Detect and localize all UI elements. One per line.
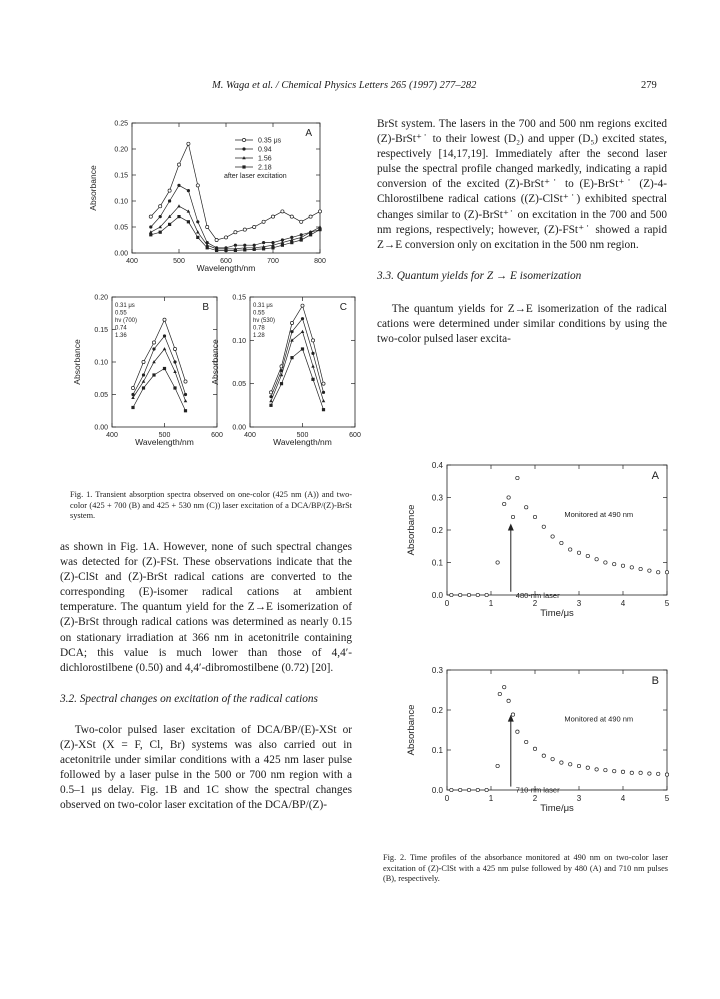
data-point <box>322 382 325 385</box>
y-tick-label: 0.2 <box>431 525 443 535</box>
data-point <box>184 409 187 412</box>
laser-annotation: 710-nm laser <box>515 785 560 795</box>
data-point <box>290 241 293 244</box>
panel-letter: C <box>339 302 347 313</box>
data-point <box>613 769 616 772</box>
series-line-2 <box>151 206 320 249</box>
x-tick-label: 500 <box>173 258 185 265</box>
data-point <box>467 788 470 791</box>
right-paragraph-2: The quantum yields for Z→E isomerization of the radical cations were determined under similar conditions by using the two-color pulsed laser excita- <box>377 302 667 346</box>
x-tick-label: 5 <box>664 794 670 803</box>
data-point <box>290 215 293 218</box>
series-line-3 <box>271 349 324 410</box>
data-point <box>243 228 246 231</box>
data-point <box>450 593 453 596</box>
data-point <box>551 757 554 760</box>
y-tick-label: 0.1 <box>431 745 443 755</box>
legend-label: 0.55 <box>115 310 127 317</box>
data-point <box>131 386 134 389</box>
legend-label: hν (530) <box>253 318 276 324</box>
plot-frame <box>447 670 667 790</box>
legend-label: 0.31 μs <box>115 303 135 309</box>
panel-letter: B <box>202 302 209 313</box>
data-point <box>301 330 305 333</box>
y-tick-label: 0.05 <box>232 381 246 389</box>
data-point <box>177 215 180 218</box>
data-point <box>639 567 642 570</box>
y-tick-label: 0.00 <box>232 424 246 432</box>
data-point <box>301 317 304 320</box>
y-tick-label: 0.10 <box>94 359 108 367</box>
data-point <box>485 788 488 791</box>
x-tick-label: 3 <box>576 599 582 608</box>
data-point <box>262 247 265 250</box>
data-point <box>657 772 660 775</box>
y-tick-label: 0.1 <box>431 558 443 568</box>
page-number: 279 <box>641 80 657 91</box>
data-point <box>215 249 218 252</box>
legend-label: hν (700) <box>115 318 138 324</box>
data-point <box>516 730 519 733</box>
data-point <box>665 571 668 574</box>
data-point <box>159 231 162 234</box>
x-tick-label: 600 <box>211 432 223 439</box>
data-point <box>309 215 312 218</box>
y-tick-label: 0.2 <box>431 705 443 715</box>
y-tick-label: 0.4 <box>431 460 443 470</box>
data-point <box>542 754 545 757</box>
panel-letter: B <box>651 675 659 687</box>
data-point <box>234 231 237 234</box>
data-point <box>152 373 155 376</box>
data-point <box>196 230 200 233</box>
data-point <box>290 321 293 324</box>
data-point <box>184 393 187 396</box>
data-point <box>498 692 501 695</box>
data-point <box>149 233 152 236</box>
legend-label: 0.35 μs <box>258 137 282 145</box>
x-tick-label: 1 <box>488 794 494 803</box>
y-tick-label: 0.15 <box>94 326 108 334</box>
x-axis-label: Time/μs <box>540 607 574 619</box>
data-point <box>142 373 145 376</box>
series-line-0 <box>133 320 186 388</box>
data-point <box>281 210 284 213</box>
data-point <box>163 318 166 321</box>
data-point <box>604 561 607 564</box>
data-point <box>262 241 265 244</box>
y-axis-label: Absorbance <box>406 504 417 556</box>
data-point <box>551 535 554 538</box>
figure-1 <box>70 115 370 480</box>
data-point <box>595 768 598 771</box>
x-tick-label: 600 <box>349 432 361 439</box>
x-axis-label: Wavelength/nm <box>196 263 256 274</box>
legend-label: 0.78 <box>253 325 265 332</box>
data-point <box>318 228 321 231</box>
data-point <box>503 685 506 688</box>
data-point <box>177 163 180 166</box>
x-tick-label: 800 <box>314 258 326 265</box>
data-point <box>507 496 510 499</box>
y-axis-label: Absorbance <box>88 165 98 211</box>
y-tick-label: 0.05 <box>94 391 108 399</box>
data-point <box>281 244 284 247</box>
chart-panel-b <box>406 666 670 814</box>
data-point <box>149 225 152 228</box>
y-tick-label: 0.10 <box>114 198 128 206</box>
data-point <box>173 360 176 363</box>
data-point <box>657 571 660 574</box>
data-point <box>648 569 651 572</box>
data-point <box>159 205 162 208</box>
y-axis-label: Absorbance <box>406 704 417 756</box>
x-tick-label: 4 <box>620 794 626 803</box>
left-column-text <box>60 540 352 813</box>
panel-note: after laser excitation <box>224 173 287 180</box>
data-point <box>630 771 633 774</box>
plot-frame <box>250 297 355 427</box>
data-point <box>173 386 176 389</box>
series-line-0 <box>271 306 324 393</box>
data-point <box>311 364 315 367</box>
fig1-caption: Fig. 1. Transient absorption spectra observed on one-color (425 nm (A)) and two-color (425 + 700 (B) and 425 + 530 nm (C)) laser excitation of a DCA/BP/(Z)-BrSt system. <box>70 490 352 520</box>
legend-label: 0.94 <box>258 146 272 154</box>
y-tick-label: 0.10 <box>232 337 246 345</box>
data-point <box>630 566 633 569</box>
data-point <box>253 248 256 251</box>
data-point <box>511 713 514 716</box>
x-tick-label: 2 <box>532 599 538 608</box>
data-point <box>184 399 188 402</box>
data-point <box>450 788 453 791</box>
series-line-1 <box>151 185 320 247</box>
section-3-2-heading: 3.2. Spectral changes on excitation of the radical cations <box>60 692 318 705</box>
x-tick-label: 700 <box>267 258 279 265</box>
data-point <box>152 347 155 350</box>
x-tick-label: 0 <box>444 599 450 608</box>
x-axis-label: Wavelength/nm <box>273 437 332 448</box>
data-point <box>269 404 272 407</box>
data-point <box>187 220 190 223</box>
y-tick-label: 0.20 <box>94 294 108 302</box>
series-line-3 <box>133 369 186 411</box>
data-point <box>177 184 180 187</box>
data-point <box>311 352 314 355</box>
y-tick-label: 0.15 <box>114 172 128 180</box>
legend-label: 1.56 <box>258 155 272 163</box>
data-point <box>516 476 519 479</box>
data-point <box>271 215 274 218</box>
chart-panel-a <box>406 461 670 619</box>
monitor-annotation: Monitored at 490 nm <box>564 714 634 724</box>
y-tick-label: 0.05 <box>114 224 128 232</box>
data-point <box>311 378 314 381</box>
y-tick-label: 0.00 <box>114 250 128 258</box>
data-point <box>206 225 209 228</box>
data-point <box>586 554 589 557</box>
data-point <box>569 548 572 551</box>
data-point <box>163 347 167 350</box>
panel-letter: A <box>305 128 312 139</box>
y-tick-label: 0.00 <box>94 424 108 432</box>
data-point <box>173 347 176 350</box>
data-point <box>476 788 479 791</box>
data-point <box>262 220 265 223</box>
data-point <box>613 562 616 565</box>
legend-marker <box>242 147 245 150</box>
data-point <box>525 740 528 743</box>
data-point <box>507 699 510 702</box>
right-paragraph-1: BrSt system. The lasers in the 700 and 500 nm regions excited (Z)-BrSt⁺˙ to their lowest (D₂) and upper (D₅) excited states, respectively [14,17,19]. Immediately after the second laser pulse the spectral profile changed markedly, indicating a rapid conversion of the excited (Z)-BrSt⁺˙ to (E)-BrSt⁺˙ (Z)-4-Chlorostilbene radical cations ((Z)-ClSt⁺˙) exhibited spectral changes similar to (Z)-BrSt⁺˙ on excitation in the 700 and 500 nm regions, respectively; however, (Z)-FSt⁺˙ showed a rapid Z→E conversion only on excitation in the 500 nm region. <box>377 118 667 251</box>
x-tick-label: 400 <box>106 432 118 439</box>
running-head: M. Waga et al. / Chemical Physics Letters 265 (1997) 277–282 <box>212 80 477 91</box>
x-tick-label: 500 <box>158 432 171 439</box>
x-tick-label: 2 <box>532 794 538 803</box>
data-point <box>569 763 572 766</box>
data-point <box>301 347 304 350</box>
data-point <box>290 330 293 333</box>
data-point <box>533 515 536 518</box>
data-point <box>149 215 152 218</box>
data-point <box>196 236 199 239</box>
data-point <box>648 772 651 775</box>
x-tick-label: 4 <box>620 599 626 608</box>
data-point <box>152 341 155 344</box>
data-point <box>224 236 227 239</box>
legend-marker <box>242 165 245 168</box>
data-point <box>234 244 237 247</box>
monitor-annotation: Monitored at 490 nm <box>564 510 634 519</box>
x-tick-label: 600 <box>220 258 232 265</box>
data-point <box>243 248 246 251</box>
chart-panel-a <box>88 120 326 273</box>
data-point <box>168 223 171 226</box>
data-point <box>280 382 283 385</box>
data-point <box>496 764 499 767</box>
legend-label: 1.36 <box>115 333 127 339</box>
data-point <box>604 768 607 771</box>
data-point <box>322 399 326 402</box>
data-point <box>196 220 199 223</box>
x-tick-label: 0 <box>444 794 450 803</box>
data-point <box>459 593 462 596</box>
data-point <box>142 386 145 389</box>
data-point <box>159 215 162 218</box>
y-tick-label: 0.20 <box>114 146 128 154</box>
data-point <box>163 334 166 337</box>
legend-label: 0.31 μs <box>253 303 273 309</box>
series-line-1 <box>271 319 324 397</box>
data-point <box>131 406 134 409</box>
data-point <box>301 304 304 307</box>
y-tick-label: 0.0 <box>431 785 443 795</box>
y-tick-label: 0.25 <box>114 120 128 128</box>
y-axis-label: Absorbance <box>210 339 220 385</box>
y-tick-label: 0.15 <box>232 294 246 302</box>
data-point <box>215 238 218 241</box>
data-point <box>496 561 499 564</box>
x-tick-label: 400 <box>126 258 138 265</box>
fig2-caption: Fig. 2. Time profiles of the absorbance monitored at 490 nm on two-color laser excitation of (Z)-ClSt with a 425 nm pulse followed by 480 (A) and 710 nm pulses (B), respectively. <box>383 853 668 883</box>
data-point <box>206 246 209 249</box>
x-tick-label: 1 <box>488 599 494 608</box>
data-point <box>503 502 506 505</box>
data-point <box>586 766 589 769</box>
x-tick-label: 5 <box>664 599 670 608</box>
plot-frame <box>112 297 217 427</box>
section-3-3-heading: 3.3. Quantum yields for Z → E isomerization <box>377 269 582 282</box>
data-point <box>168 189 171 192</box>
data-point <box>511 515 514 518</box>
data-point <box>187 142 190 145</box>
data-point <box>322 408 325 411</box>
data-point <box>187 189 190 192</box>
data-point <box>485 593 488 596</box>
laser-annotation: 480-nm laser <box>515 590 560 600</box>
data-point <box>476 593 479 596</box>
data-point <box>525 506 528 509</box>
data-point <box>184 380 187 383</box>
data-point <box>621 564 624 567</box>
x-axis-label: Wavelength/nm <box>135 437 194 448</box>
figure-2 <box>395 455 690 835</box>
legend-label: 2.18 <box>258 164 272 172</box>
y-tick-label: 0.3 <box>431 665 443 675</box>
x-axis-label: Time/μs <box>540 802 574 814</box>
y-axis-label: Absorbance <box>72 339 82 385</box>
series-line-2 <box>271 332 324 401</box>
chart-panel-c <box>210 294 361 447</box>
data-point <box>196 184 199 187</box>
legend-label: 0.74 <box>115 325 127 332</box>
data-point <box>290 356 293 359</box>
right-column-text <box>377 117 667 347</box>
data-point <box>621 770 624 773</box>
data-point <box>224 249 227 252</box>
data-point <box>177 204 181 207</box>
y-tick-label: 0.0 <box>431 590 443 600</box>
data-point <box>142 380 146 383</box>
x-tick-label: 500 <box>296 432 309 439</box>
data-point <box>269 399 273 402</box>
data-point <box>142 360 145 363</box>
data-point <box>533 747 536 750</box>
data-point <box>467 593 470 596</box>
legend-label: 1.28 <box>253 333 265 339</box>
data-point <box>459 788 462 791</box>
data-point <box>542 525 545 528</box>
data-point <box>168 199 171 202</box>
data-point <box>560 761 563 764</box>
data-point <box>163 367 166 370</box>
x-tick-label: 3 <box>576 794 582 803</box>
chart-panel-b <box>72 294 223 447</box>
y-tick-label: 0.3 <box>431 493 443 503</box>
x-tick-label: 400 <box>244 432 256 439</box>
data-point <box>300 238 303 241</box>
plot-frame <box>447 465 667 595</box>
data-point <box>322 391 325 394</box>
data-point <box>639 771 642 774</box>
legend-label: 0.55 <box>253 310 265 317</box>
data-point <box>271 246 274 249</box>
data-point <box>577 764 580 767</box>
left-paragraph-1: as shown in Fig. 1A. However, none of such spectral changes was detected for (Z)-FSt. These observations indicate that the (Z)-ClSt and (Z)-BrSt radical cations are converted to the corresponding (E)-isomer radical cations at ambient temperature. The quantum yield for the Z→E isomerization of (Z)-BrSt through radical cations was determined as nearly 0.15 on stationary irradiation at 366 nm in acetonitrile containing DCA; this value is much lower than those of 4,4′-dichlorostilbene (0.50) and 4,4′-dibromostilbene (0.72) [20]. <box>60 541 352 674</box>
left-paragraph-2: Two-color pulsed laser excitation of DCA/BP/(E)-XSt or (Z)-XSt (X = F, Cl, Br) systems was also carried out in acetonitrile under similar conditions with a 425 nm laser pulse followed by a laser pulse in the 500 or 700 nm region with a 0.5–1 μs delay. Fig. 1B and 1C show the spectral changes observed on two-color laser excitation of the DCA/BP/(Z)- <box>60 723 352 812</box>
data-point <box>560 541 563 544</box>
data-point <box>665 773 668 776</box>
data-point <box>595 558 598 561</box>
data-point <box>309 233 312 236</box>
data-point <box>577 551 580 554</box>
data-point <box>318 210 321 213</box>
data-point <box>311 339 314 342</box>
data-point <box>234 249 237 252</box>
panel-letter: A <box>651 470 659 482</box>
data-point <box>300 220 303 223</box>
legend-marker <box>242 138 245 141</box>
data-point <box>253 225 256 228</box>
laser-arrow-head <box>508 524 514 531</box>
data-point <box>173 370 177 373</box>
